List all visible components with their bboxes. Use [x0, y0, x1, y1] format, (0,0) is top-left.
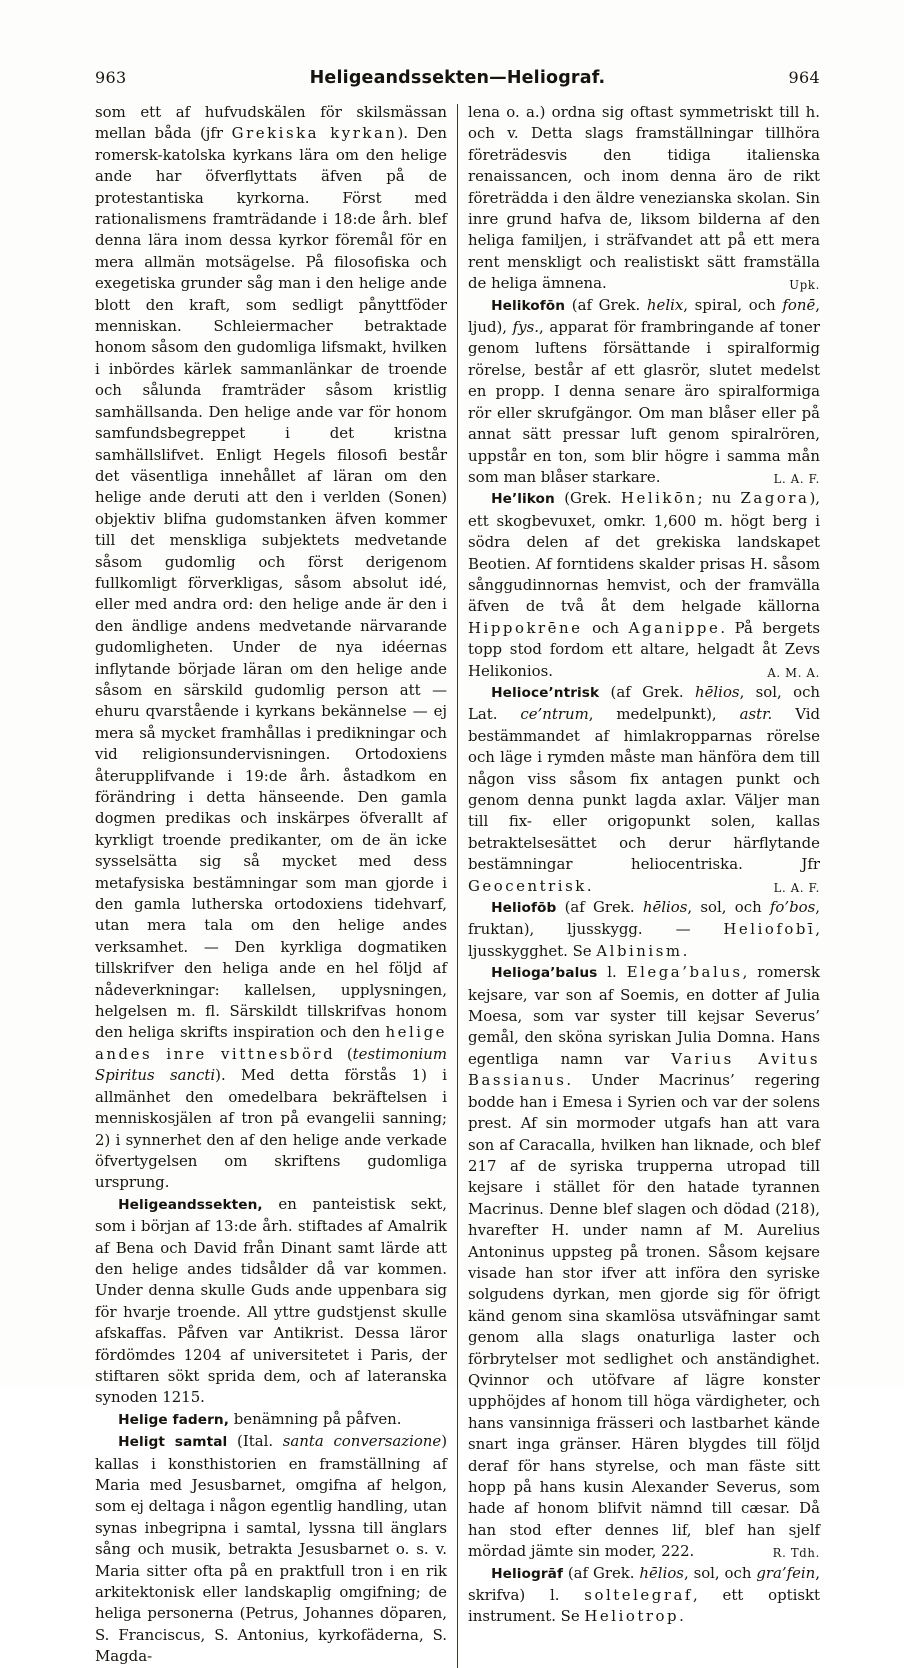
entry-text: ce’ntrum [520, 705, 589, 724]
entry-paragraph [468, 1563, 820, 1628]
entry-text: , fruktan), ljusskygg. — [468, 898, 821, 939]
entry-text: . [682, 941, 688, 960]
page-number-left: 963 [95, 68, 127, 87]
entry-text: helige andes inre vittnesbörd [95, 1023, 447, 1063]
entry-text: , ett optiskt instrument. Se [468, 1586, 820, 1626]
entry-text: ; nu [697, 489, 741, 508]
entry-text: hēlios [642, 898, 688, 917]
entry-paragraph [468, 682, 820, 897]
entry-headword: Heligeandssekten, [118, 1196, 263, 1213]
entry-paragraph [95, 102, 447, 1194]
running-head [95, 68, 820, 88]
entry-text: Hippokrēne [468, 618, 583, 637]
entry-text: hēlios [639, 1563, 684, 1582]
entry-paragraph [95, 1409, 447, 1431]
entry-text: ( [335, 1044, 353, 1063]
entry-paragraph [468, 488, 820, 682]
author-signature: L. A. F. [773, 880, 820, 895]
author-signature: R. Tdh. [772, 1546, 820, 1561]
entry-text: Zagora [740, 489, 810, 508]
entry-paragraph [95, 1194, 447, 1409]
entry-text: ). Med detta förstås 1) i allmänhet den omedelbara bekräftelsen i menniskosjälen af tron på evangelii sanning; 2) i synnerhet den af den helige ande verkade öfvertygelsen om skriftens gudomliga ursprung. [95, 1066, 447, 1192]
entry-text: fo’bos [769, 898, 816, 917]
entry-text: , ljusskygghet. Se [468, 920, 820, 960]
entry-text: ), ett skogbevuxet, omkr. 1,600 m. högt berg i södra delen af det grekiska landskapet Beotien. Af forntidens skalder prisas H. såsom sånggudinnornas hemvist, och der framvälla äfven de två åt dem helgade källorna [468, 489, 820, 616]
entry-headword: Heligt samtal [118, 1434, 228, 1451]
entry-text: och [582, 618, 629, 637]
entry-text: . [586, 876, 592, 895]
entry-text: en panteistisk sekt, som i början af 13:de årh. stiftades af Amalrik af Bena och David från Dinant samt lärde att den helige andes tidsålder då var kommen. Under denna skulle Guds ande uppenbara sig för hvarje troende. All yttre gudstjenst skulle afskaffas. Påfven var Antikrist. Dessa läror fördömdes 1204 af universitetet i Paris, der stiftaren sökt sprida dem, och af lateranska synoden 1215. [95, 1194, 447, 1407]
entry-text: som ett af hufvudskälen för skilsmässan mellan båda (jfr [95, 103, 447, 143]
entry-text: , sol, och Lat. [468, 682, 821, 724]
entry-text: Geocentrisk [468, 876, 587, 895]
entry-paragraph [468, 962, 820, 1562]
entry-text: Albinism [596, 941, 683, 960]
entry-text: , spiral, och [683, 295, 783, 314]
entry-paragraph [468, 102, 820, 295]
entry-headword: Helioce’ntrisk [491, 684, 600, 701]
author-signature: A. M. A. [767, 665, 820, 680]
page-title: Heligeandssekten—Heliograf. [309, 68, 606, 88]
entry-text: Vid bestämmandet af himlakropparnas rörelse och läge i rymden måste man hänföra dem till någon viss såsom fix antagen punkt och genom denna punkt lagda axlar. Väljer man till fix- eller origopunkt solen, kallas betraktelsesättet och derur härflytande bestämningar heliocentriska. Jfr [468, 705, 820, 874]
entry-text: Varius Avitus Bassianus [468, 1049, 821, 1090]
entry-headword: Heliofōb [491, 900, 557, 917]
entry-text: fonē [782, 295, 816, 314]
text-columns [95, 102, 820, 1668]
entry-text: , ljud), [468, 295, 820, 337]
entry-text: testimonium Spiritus sancti [95, 1044, 448, 1085]
entry-text: , skrifva) l. [468, 1563, 820, 1605]
entry-text: (Ital. [227, 1432, 283, 1451]
entry-text: , romersk kejsare, var son af Soemis, en dotter af Julia Moesa, som var syster till kejsar Severus’ gemål, den sköna syriskan Julia Domna. Hans egentliga namn var [468, 963, 821, 1068]
page-column-left [95, 102, 447, 1668]
entry-text: benämning på påfven. [229, 1409, 402, 1428]
entry-text: . På bergets topp stod fordom ett altare, helgadt åt Zevs Helikonios. [468, 618, 820, 680]
entry-paragraph [468, 295, 820, 489]
entry-paragraph [468, 897, 820, 962]
entry-text: Helikōn [620, 489, 698, 508]
entry-text: , sol, och [683, 1563, 757, 1582]
entry-text: , sol, och [687, 898, 770, 917]
entry-text: (af Grek. [562, 1563, 640, 1582]
entry-text: (af Grek. [565, 295, 647, 314]
entry-headword: Helige fadern, [118, 1411, 229, 1428]
entry-headword: He’likon [491, 491, 555, 508]
page-column-right [468, 102, 820, 1668]
entry-text: , apparat för frambringande af toner genom luftens försättande i spiralformig rörelse, består af ett glasrör, slutet medelst en propp. I denna senare äro spiralformiga rör eller skrufgängor. Om man blåser eller på annat sätt pressar luft genom spiralrören, uppstår en ton, som blir högre i samma mån som man blåser starkare. [468, 318, 820, 486]
entry-text: soltelegraf [584, 1586, 693, 1605]
entry-text: helix [646, 295, 684, 314]
entry-text: . Under Macrinus’ regering bodde han i Emesa i Syrien och var der solens prest. Af sin mormoder utgafs han att vara son af Caracalla, hvilken han liknade, och blef 217 af de syriska trupperna utropad till kejsare i stället för den hatade tyrannen Macrinus. Denne blef slagen och dödad (218), hvarefter H. under namn af M. Aurelius Antoninus uppsteg på tronen. Såsom kejsare visade han stor ifver att införa den syriske solgudens dyrkan, men gjorde sig för öfrigt känd genom sina skamlösa utsväfningar samt genom alla slags onaturliga laster och förbrytelser mot sedlighet och anständighet. Qvinnor och utöfvare af lägre konster upphöjdes af honom till höga värdigheter, och hans vansinniga frässeri och lastbarhet kände snart inga gränser. Hären blygdes till följd deraf för hans styrelse, och man fäste sitt hopp på hans kusin Alexander Severus, som hade af honom blifvit nämnd till cæsar. Då han stod efter dennes lif, blef han sjelf mördad jämte sin moder, 222. [468, 1071, 820, 1561]
entry-text: . [679, 1607, 684, 1626]
entry-text: Heliofobī [723, 920, 816, 939]
entry-text: lena o. a.) ordna sig oftast symmetriskt till h. och v. Detta slags framställningar tillhöra företrädesvis den tidiga italienska renaissancen, och inom denna äro de rikt företrädda i den äldre venezianska skolan. Sin inre grund hafva de, liksom bilderna af den heliga familjen, i sträfvandet att på ett mera rent menskligt och realistiskt sätt framställa de heliga ämnena. [468, 103, 820, 293]
entry-paragraph [95, 1431, 447, 1667]
entry-text: ) kallas i konsthistorien en framställning af Maria med Jesusbarnet, omgifna af helgon, som ej deltaga i någon egentlig handling, utan synas inbegripna i samtal, lyssna till änglars sång och musik, betrakta Jesusbarnet o. s. v. Maria sitter ofta på en praktfull tron i en rik arkitektonisk eller landskaplig omgifning; de heliga personerna (Petrus, Johannes döparen, S. Franciscus, S. Antonius, kyrkofäderna, S. Magda- [95, 1432, 448, 1666]
entry-text: hēlios [695, 682, 740, 701]
entry-text: ). Den romersk-katolska kyrkans lära om den helige ande har öfverflyttats äfven på de protestantiska kyrkorna. Först med rationalismens framträdande i 18:de årh. blef denna lära inom dessa kyrkor föremål för en mera allmän motsägelse. På filosofiska och exegetiska grunder såg man i den helige ande blott den kraft, som sedligt pånyttföder menniskan. Schleiermacher betraktade honom såsom den gudomliga lifsmakt, hvilken i inbördes kärlek sammanlänkar de troende och sålunda framträder såsom kristlig samhällsanda. Den helige ande var för honom samfundsbegreppet i det kristna samhällslifvet. Enligt Hegels filosofi består det väsentliga innehållet af läran om den helige ande deruti att den i verlden (Sonen) objektiv blifna gudomstanken äfven kommer till det menskliga subjektets medvetande såsom gudomlig och först derigenom fullkomligt förverkligas, såsom absolut idé, eller med andra ord: den helige ande är den i den ändlige andens medvetande närvarande gudomligheten. Under de nya idéernas inflytande började läran om den helige ande såsom en särskild gudomlig person att — ehuru qvarstående i kyrkans bekännelse — ej mera så mycket framhållas i predikningar och vid religionsundervisningen. Ortodoxiens återupplifvande i 19:de årh. åstadkom en förändring i detta hänseende. Den gamla dogmen predikas och inskärpes öfverallt af kyrkligt troende predikanter, om de än icke sysselsätta sig så mycket med dess metafysiska bestämningar som man gjorde i den gamla lutherska ortodoxiens tidehvarf, utan mera tala om den helige andes verksamhet. — Den kyrkliga dogmatiken tillskrifver den heliga ande en hel följd af nådeverkningar: kallelsen, upplysningen, helgelsen m. fl. Särskildt tillskrifvas honom den heliga skrifts inspiration och den [95, 124, 448, 1042]
author-signature: L. A. F. [773, 471, 820, 486]
entry-text: santa conversazione [282, 1432, 442, 1451]
entry-text: astr. [739, 705, 773, 724]
entry-headword: Helikofōn [491, 297, 566, 314]
entry-text: (af Grek. [599, 682, 696, 701]
entry-text: Heliotrop [584, 1607, 680, 1626]
entry-text: gra’fein [756, 1563, 816, 1582]
author-signature: Upk. [789, 278, 820, 293]
entry-headword: Helioga’balus [491, 965, 598, 982]
entry-text: fys. [512, 318, 539, 337]
entry-text: Grekiska kyrkan [231, 124, 398, 143]
entry-text: Aganippe [628, 618, 721, 637]
entry-text: , medelpunkt), [588, 705, 740, 724]
entry-headword: Heliogrāf [491, 1565, 563, 1582]
entry-text: (af Grek. [556, 898, 643, 917]
entry-text: Elega’balus [626, 963, 743, 982]
column-divider-rule [457, 104, 458, 1668]
entry-text: (Grek. [554, 489, 621, 508]
page-number-right: 964 [788, 68, 820, 87]
entry-text: l. [597, 963, 627, 982]
